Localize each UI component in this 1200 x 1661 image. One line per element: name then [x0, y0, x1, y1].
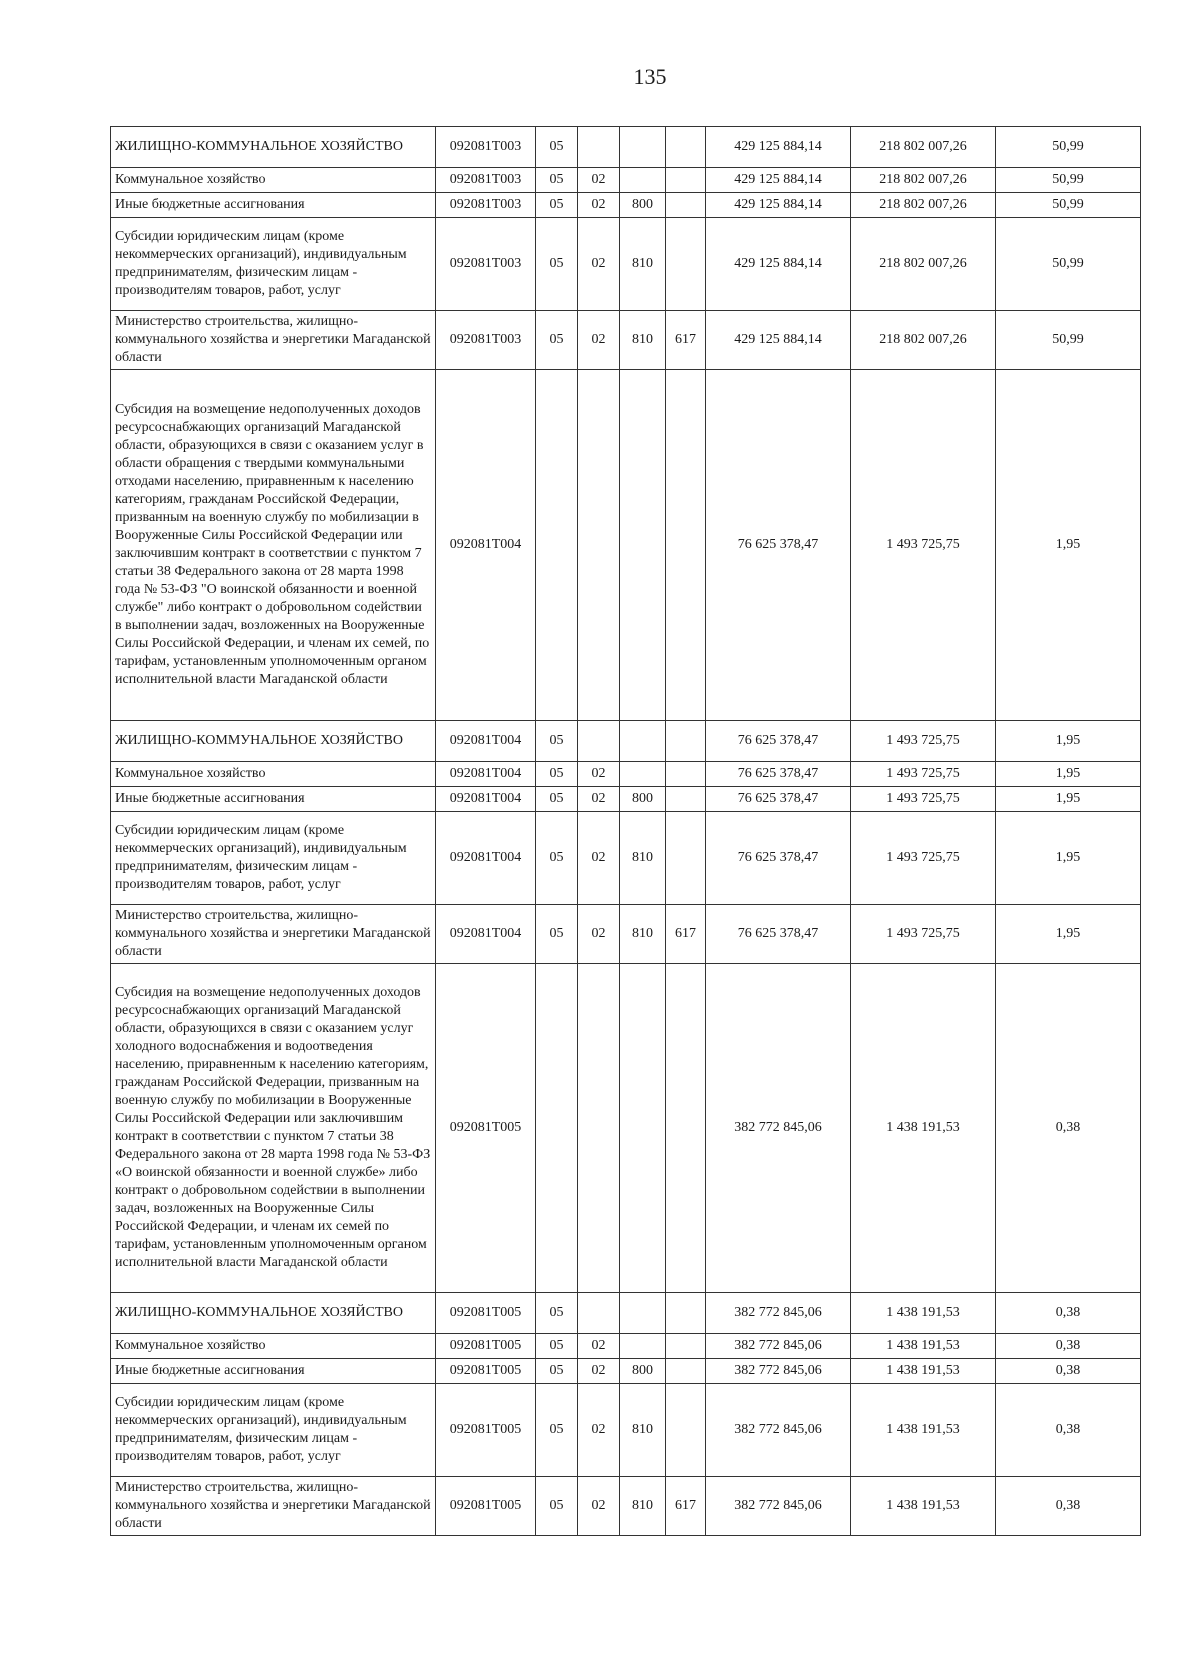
row-name: Министерство строительства, жилищно-коммунального хозяйства и энергетики Магаданской области: [111, 311, 436, 370]
row-target-code: 092081Т004: [436, 370, 536, 721]
table-row: [111, 1384, 1141, 1477]
row-name: Субсидии юридическим лицам (кроме некоммерческих организаций), индивидуальным предпринимателям, физическим лицам - производителям товаров, работ, услуг: [111, 812, 436, 905]
row-actual-amount: 218 802 007,26: [851, 218, 996, 311]
row-admin-code: 617: [666, 905, 706, 964]
row-execution-percent: 1,95: [996, 370, 1141, 721]
row-execution-percent: 50,99: [996, 218, 1141, 311]
row-admin-code: [666, 168, 706, 193]
row-section: 05: [536, 193, 578, 218]
table-row: [111, 964, 1141, 1293]
row-planned-amount: 382 772 845,06: [706, 964, 851, 1293]
row-admin-code: 617: [666, 1477, 706, 1536]
row-subsection: 02: [578, 311, 620, 370]
row-expense-type: 810: [620, 311, 666, 370]
table-row: [111, 1359, 1141, 1384]
row-admin-code: [666, 812, 706, 905]
row-actual-amount: 218 802 007,26: [851, 127, 996, 168]
row-subsection: [578, 370, 620, 721]
row-name: Субсидия на возмещение недополученных доходов ресурсоснабжающих организаций Магаданской области, образующихся в связи с оказанием услуг холодного водоснабжения и водоотведения населению, приравненным к населению категориям, гражданам Российской Федерации, призванным на военную службу по мобилизации в Вооруженные Силы Российской Федерации или заключившим контракт в соответствии с пунктом 7 статьи 38 Федерального закона от 28 марта 1998 года № 53-ФЗ «О воинской обязанности и военной службе» либо контракт о добровольном содействии в выполнении задач, возложенных на Вооруженные Силы Российской Федерации, и членам их семей по тарифам, установленным уполномоченным органом исполнительной власти Магаданской области: [111, 964, 436, 1293]
row-execution-percent: 50,99: [996, 193, 1141, 218]
row-planned-amount: 429 125 884,14: [706, 127, 851, 168]
row-planned-amount: 76 625 378,47: [706, 812, 851, 905]
row-target-code: 092081Т005: [436, 1293, 536, 1334]
row-subsection: 02: [578, 1334, 620, 1359]
row-execution-percent: 1,95: [996, 721, 1141, 762]
row-planned-amount: 429 125 884,14: [706, 311, 851, 370]
row-actual-amount: 1 493 725,75: [851, 905, 996, 964]
row-actual-amount: 1 493 725,75: [851, 762, 996, 787]
row-planned-amount: 382 772 845,06: [706, 1293, 851, 1334]
row-section: 05: [536, 127, 578, 168]
row-admin-code: [666, 193, 706, 218]
table-row: [111, 370, 1141, 721]
row-planned-amount: 382 772 845,06: [706, 1334, 851, 1359]
row-name: ЖИЛИЩНО-КОММУНАЛЬНОЕ ХОЗЯЙСТВО: [111, 127, 436, 168]
row-section: 05: [536, 218, 578, 311]
row-expense-type: [620, 762, 666, 787]
row-name: ЖИЛИЩНО-КОММУНАЛЬНОЕ ХОЗЯЙСТВО: [111, 1293, 436, 1334]
row-admin-code: [666, 762, 706, 787]
row-subsection: 02: [578, 905, 620, 964]
row-actual-amount: 1 438 191,53: [851, 964, 996, 1293]
table-row: [111, 168, 1141, 193]
row-expense-type: 810: [620, 812, 666, 905]
row-execution-percent: 0,38: [996, 964, 1141, 1293]
row-execution-percent: 50,99: [996, 311, 1141, 370]
table-row: [111, 787, 1141, 812]
row-target-code: 092081Т003: [436, 218, 536, 311]
row-subsection: [578, 1293, 620, 1334]
row-name: Субсидия на возмещение недополученных доходов ресурсоснабжающих организаций Магаданской области, образующихся в связи с оказанием услуг в области обращения с твердыми коммунальными отходами населению, приравненным к населению категориям, гражданам Российской Федерации, призванным на военную службу по мобилизации в Вооруженные Силы Российской Федерации или заключившим контракт в соответствии с пунктом 7 статьи 38 Федерального закона от 28 марта 1998 года № 53-ФЗ "О воинской обязанности и военной службе" либо контракт о добровольном содействии в выполнении задач, возложенных на Вооруженные Силы Российской Федерации, и членам их семей, по тарифам, установленным уполномоченным органом исполнительной власти Магаданской области: [111, 370, 436, 721]
row-name: Министерство строительства, жилищно-коммунального хозяйства и энергетики Магаданской области: [111, 1477, 436, 1536]
row-admin-code: [666, 1293, 706, 1334]
row-actual-amount: 1 438 191,53: [851, 1293, 996, 1334]
row-target-code: 092081Т003: [436, 311, 536, 370]
row-name: ЖИЛИЩНО-КОММУНАЛЬНОЕ ХОЗЯЙСТВО: [111, 721, 436, 762]
row-planned-amount: 429 125 884,14: [706, 168, 851, 193]
row-target-code: 092081Т004: [436, 721, 536, 762]
row-admin-code: [666, 787, 706, 812]
row-section: [536, 964, 578, 1293]
row-subsection: 02: [578, 1359, 620, 1384]
row-execution-percent: 0,38: [996, 1334, 1141, 1359]
row-planned-amount: 429 125 884,14: [706, 193, 851, 218]
row-actual-amount: 1 438 191,53: [851, 1359, 996, 1384]
row-subsection: [578, 721, 620, 762]
row-subsection: 02: [578, 1477, 620, 1536]
row-expense-type: [620, 127, 666, 168]
row-admin-code: [666, 218, 706, 311]
row-section: 05: [536, 812, 578, 905]
row-section: 05: [536, 905, 578, 964]
row-subsection: 02: [578, 1384, 620, 1477]
row-actual-amount: 1 438 191,53: [851, 1334, 996, 1359]
row-actual-amount: 218 802 007,26: [851, 193, 996, 218]
table-row: [111, 218, 1141, 311]
row-target-code: 092081Т004: [436, 812, 536, 905]
row-target-code: 092081Т003: [436, 193, 536, 218]
row-section: 05: [536, 1334, 578, 1359]
table-row: [111, 127, 1141, 168]
table-row: [111, 311, 1141, 370]
row-planned-amount: 429 125 884,14: [706, 218, 851, 311]
row-expense-type: [620, 721, 666, 762]
row-section: 05: [536, 787, 578, 812]
row-actual-amount: 1 438 191,53: [851, 1477, 996, 1536]
row-subsection: 02: [578, 787, 620, 812]
row-actual-amount: 1 493 725,75: [851, 721, 996, 762]
row-expense-type: [620, 168, 666, 193]
row-section: 05: [536, 762, 578, 787]
page-number: 135: [633, 64, 667, 89]
row-subsection: 02: [578, 218, 620, 311]
row-expense-type: 800: [620, 787, 666, 812]
row-admin-code: [666, 1359, 706, 1384]
row-admin-code: [666, 370, 706, 721]
table-row: [111, 1293, 1141, 1334]
table-row: [111, 193, 1141, 218]
table-row: [111, 1477, 1141, 1536]
row-admin-code: [666, 964, 706, 1293]
row-subsection: [578, 964, 620, 1293]
row-planned-amount: 76 625 378,47: [706, 721, 851, 762]
row-execution-percent: 0,38: [996, 1293, 1141, 1334]
row-target-code: 092081Т005: [436, 1384, 536, 1477]
row-target-code: 092081Т004: [436, 762, 536, 787]
row-subsection: 02: [578, 762, 620, 787]
row-admin-code: [666, 127, 706, 168]
row-execution-percent: 0,38: [996, 1359, 1141, 1384]
row-execution-percent: 50,99: [996, 127, 1141, 168]
row-execution-percent: 1,95: [996, 787, 1141, 812]
row-target-code: 092081Т003: [436, 127, 536, 168]
row-section: [536, 370, 578, 721]
row-target-code: 092081Т003: [436, 168, 536, 193]
row-execution-percent: 0,38: [996, 1384, 1141, 1477]
row-name: Иные бюджетные ассигнования: [111, 1359, 436, 1384]
row-planned-amount: 76 625 378,47: [706, 787, 851, 812]
row-actual-amount: 1 493 725,75: [851, 787, 996, 812]
row-section: 05: [536, 1384, 578, 1477]
row-execution-percent: 1,95: [996, 762, 1141, 787]
row-expense-type: [620, 964, 666, 1293]
row-name: Субсидии юридическим лицам (кроме некоммерческих организаций), индивидуальным предпринимателям, физическим лицам - производителям товаров, работ, услуг: [111, 1384, 436, 1477]
row-admin-code: 617: [666, 311, 706, 370]
row-target-code: 092081Т004: [436, 905, 536, 964]
row-execution-percent: 1,95: [996, 812, 1141, 905]
row-subsection: 02: [578, 193, 620, 218]
row-actual-amount: 218 802 007,26: [851, 168, 996, 193]
row-planned-amount: 382 772 845,06: [706, 1477, 851, 1536]
row-section: 05: [536, 721, 578, 762]
budget-table-body: [111, 127, 1141, 1536]
row-admin-code: [666, 1384, 706, 1477]
row-target-code: 092081Т005: [436, 964, 536, 1293]
row-section: 05: [536, 1359, 578, 1384]
row-planned-amount: 382 772 845,06: [706, 1359, 851, 1384]
row-expense-type: 800: [620, 1359, 666, 1384]
row-actual-amount: 1 493 725,75: [851, 812, 996, 905]
row-planned-amount: 76 625 378,47: [706, 905, 851, 964]
row-name: Коммунальное хозяйство: [111, 762, 436, 787]
row-execution-percent: 50,99: [996, 168, 1141, 193]
row-name: Субсидии юридическим лицам (кроме некоммерческих организаций), индивидуальным предпринимателям, физическим лицам - производителям товаров, работ, услуг: [111, 218, 436, 311]
row-name: Коммунальное хозяйство: [111, 168, 436, 193]
row-admin-code: [666, 721, 706, 762]
row-planned-amount: 76 625 378,47: [706, 762, 851, 787]
row-actual-amount: 1 493 725,75: [851, 370, 996, 721]
row-expense-type: [620, 1334, 666, 1359]
row-expense-type: 810: [620, 218, 666, 311]
table-row: [111, 721, 1141, 762]
row-section: 05: [536, 311, 578, 370]
row-section: 05: [536, 168, 578, 193]
row-name: Иные бюджетные ассигнования: [111, 193, 436, 218]
row-target-code: 092081Т004: [436, 787, 536, 812]
row-expense-type: [620, 1293, 666, 1334]
table-row: [111, 905, 1141, 964]
row-target-code: 092081Т005: [436, 1334, 536, 1359]
row-section: 05: [536, 1477, 578, 1536]
row-expense-type: 810: [620, 1477, 666, 1536]
budget-table: [110, 126, 1141, 1536]
row-target-code: 092081Т005: [436, 1359, 536, 1384]
row-planned-amount: 382 772 845,06: [706, 1384, 851, 1477]
row-execution-percent: 1,95: [996, 905, 1141, 964]
row-target-code: 092081Т005: [436, 1477, 536, 1536]
row-expense-type: 810: [620, 905, 666, 964]
row-actual-amount: 218 802 007,26: [851, 311, 996, 370]
row-admin-code: [666, 1334, 706, 1359]
row-subsection: 02: [578, 168, 620, 193]
row-actual-amount: 1 438 191,53: [851, 1384, 996, 1477]
row-expense-type: [620, 370, 666, 721]
table-row: [111, 1334, 1141, 1359]
row-name: Иные бюджетные ассигнования: [111, 787, 436, 812]
row-subsection: 02: [578, 812, 620, 905]
row-execution-percent: 0,38: [996, 1477, 1141, 1536]
row-subsection: [578, 127, 620, 168]
row-planned-amount: 76 625 378,47: [706, 370, 851, 721]
row-expense-type: 810: [620, 1384, 666, 1477]
row-section: 05: [536, 1293, 578, 1334]
row-expense-type: 800: [620, 193, 666, 218]
table-row: [111, 762, 1141, 787]
row-name: Министерство строительства, жилищно-коммунального хозяйства и энергетики Магаданской области: [111, 905, 436, 964]
row-name: Коммунальное хозяйство: [111, 1334, 436, 1359]
table-row: [111, 812, 1141, 905]
